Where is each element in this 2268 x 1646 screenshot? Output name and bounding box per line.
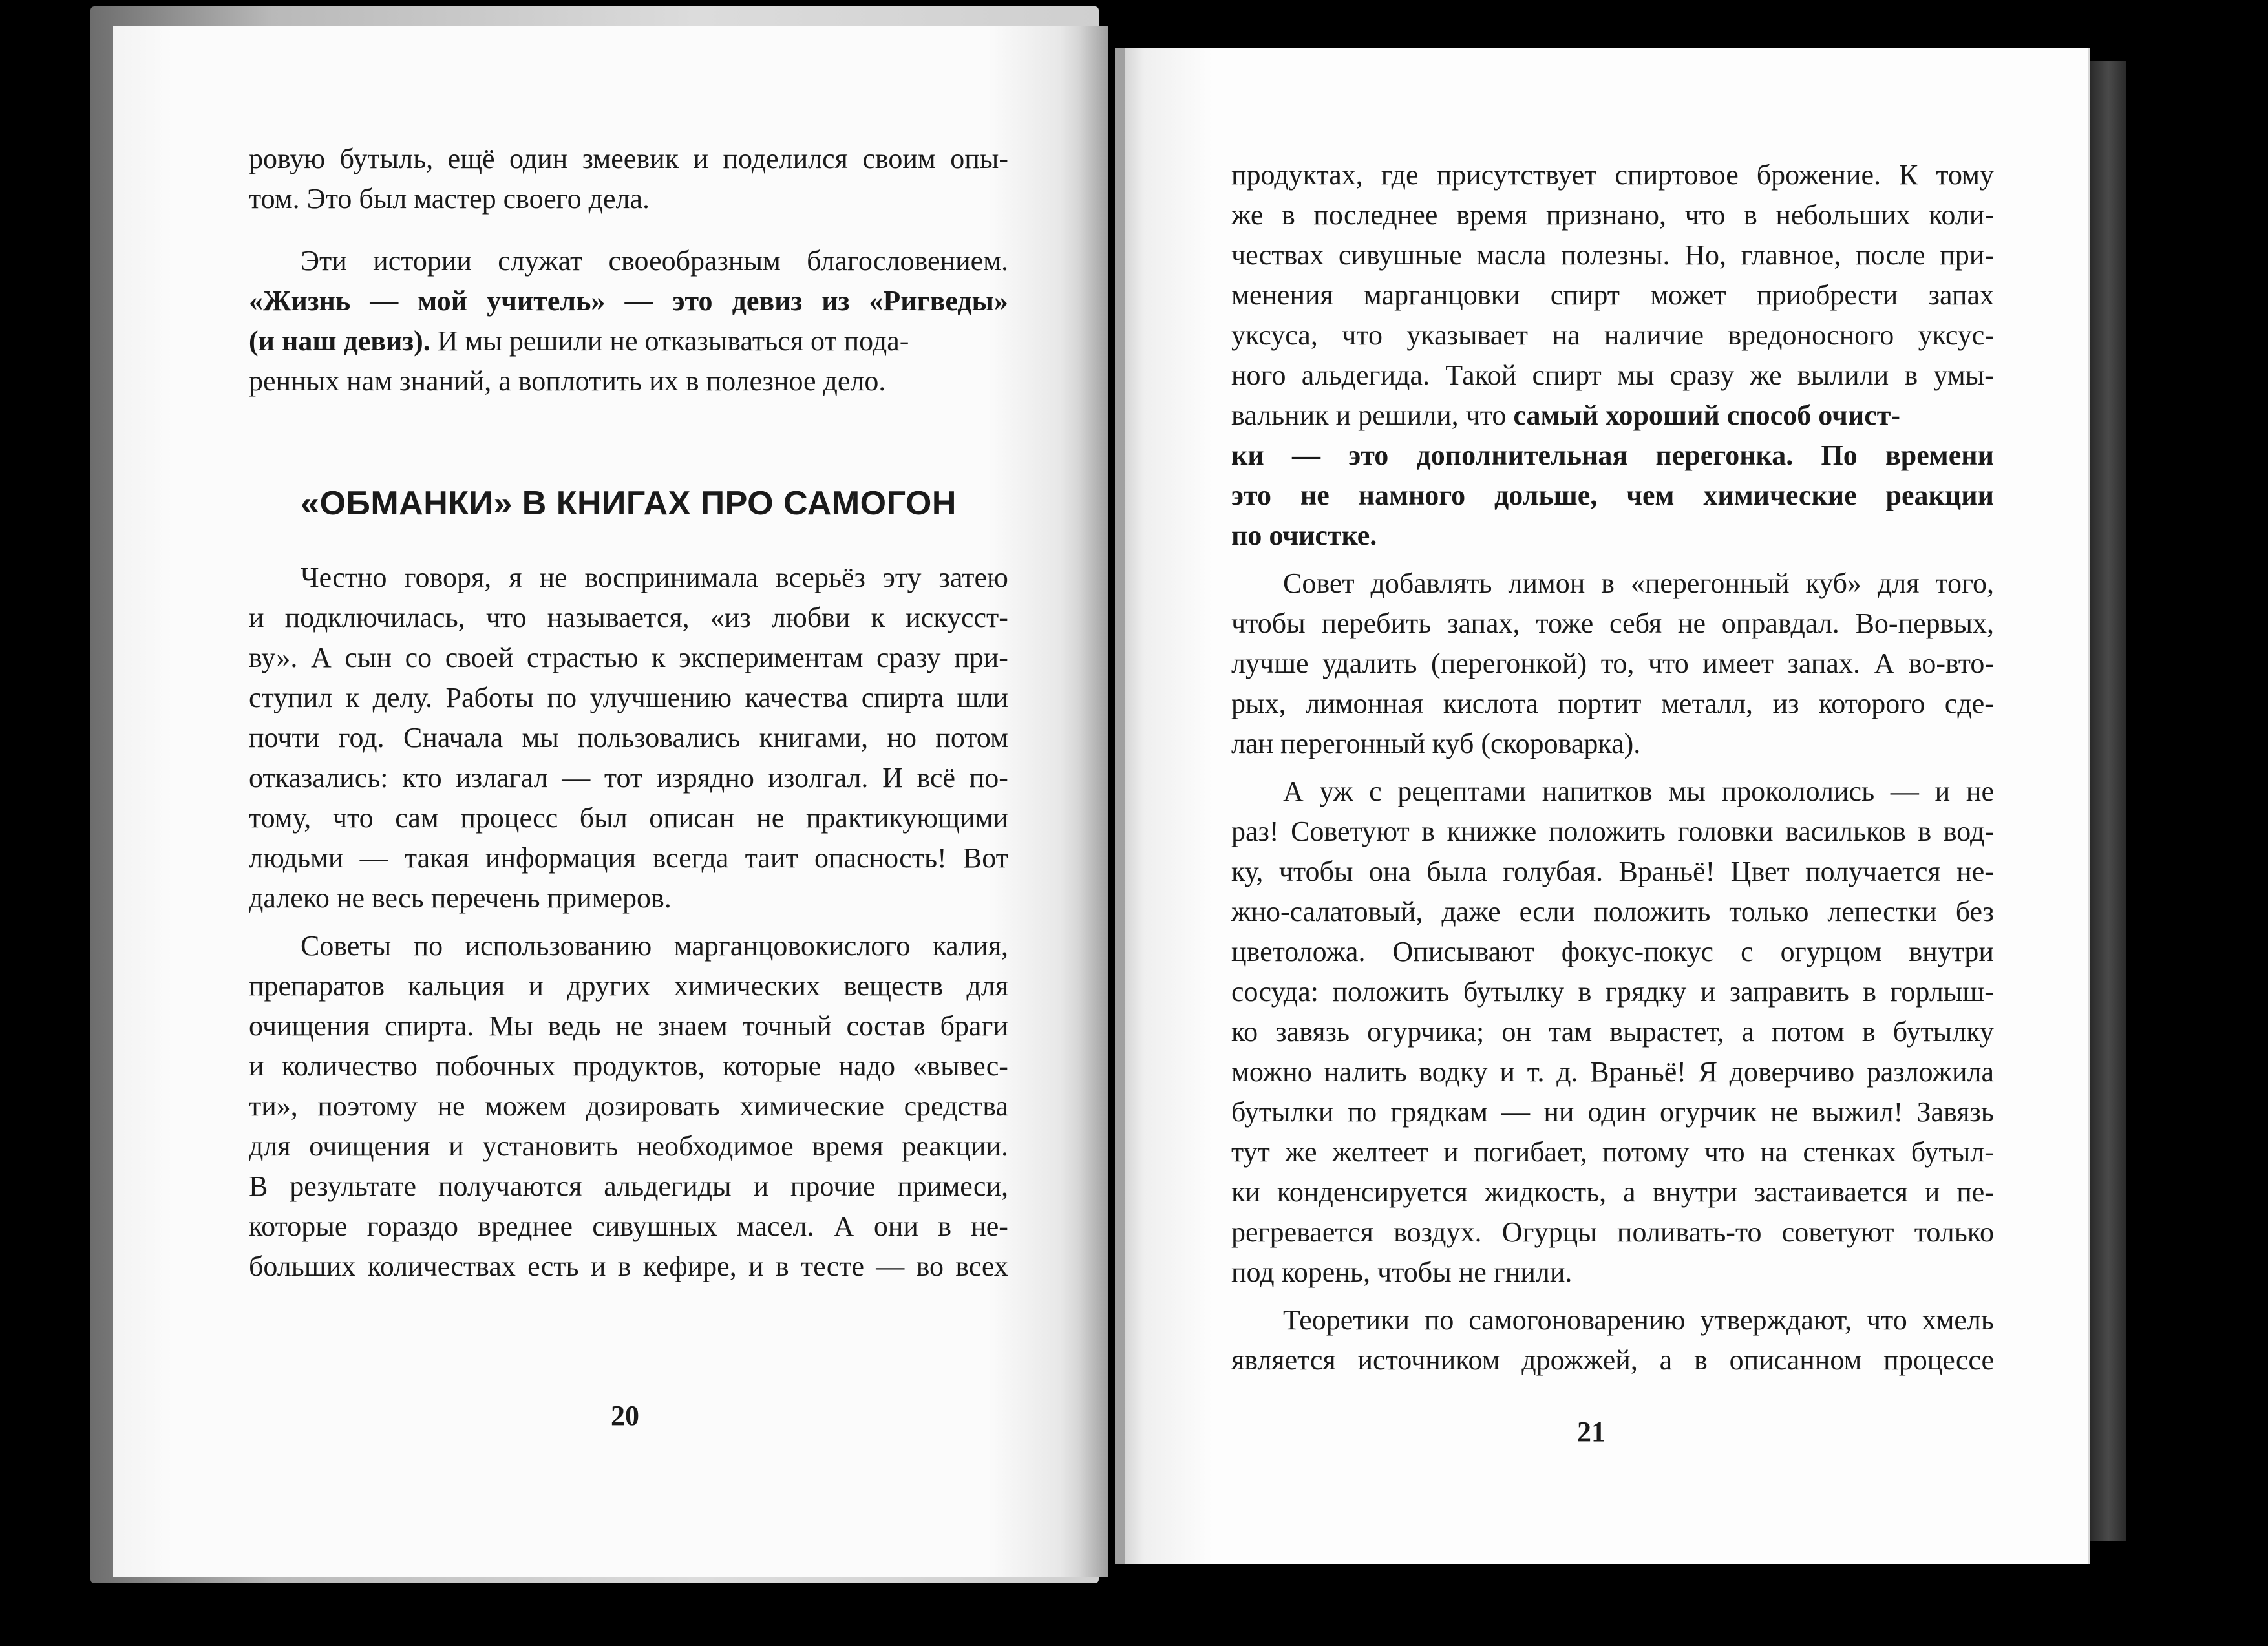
text-line: чествах сивушные масла полезны. Но, главное, после при- [1231,239,1994,271]
text-line [249,321,1008,361]
text-line-bold: «Жизнь — мой учитель» — это девиз из «Ригведы» [249,285,1008,317]
text-line: жно-салатовый, даже если положить только лепестки без [1231,896,1994,927]
text-line: ку, чтобы она была голубая. Враньё! Цвет получается не- [1231,856,1994,887]
text-line: В результате получаются альдегиды и прочие примеси, [249,1170,1008,1202]
paragraph [1231,772,1994,1293]
text-line: Эти истории служат своеобразным благословением. [301,245,1008,277]
text-line: людьми — такая информация всегда таит опасность! Вот [249,842,1008,874]
text-line: очищения спирта. Мы ведь не знаем точный состав браги [249,1010,1008,1042]
text-line: ровую бутыль, ещё один змеевик и поделился своим опы- [249,143,1008,174]
text-line: Советы по использованию марганцовокислого калия, [301,930,1008,962]
text-line: отказались: кто излагал — тот изрядно изолгал. И всё по- [249,762,1008,794]
text-line: продуктах, где присутствует спиртовое брожение. К тому [1231,159,1994,191]
text-line: сосуда: положить бутылку в грядку и заправить в горлыш- [1231,976,1994,1008]
text-line: ного альдегида. Такой спирт мы сразу же вылили в умы- [1231,359,1994,391]
text-line: далеко не весь перечень примеров. [249,882,672,914]
text-line: почти год. Сначала мы пользовались книгами, но потом [249,722,1008,754]
section-heading: «ОБМАНКИ» В КНИГАХ ПРО САМОГОН [301,485,957,522]
text-line: тому, что сам процесс был описан не практикующими [249,802,1008,834]
left-page-text [249,139,1008,1294]
page-number-right: 21 [1577,1416,1606,1448]
text-line: тут же желтеет и погибает, потому что на стенках бутыл- [1231,1136,1994,1168]
spine-shadow [1060,26,1125,1577]
text-line: ки конденсируется жидкость, а внутри застаивается и пе- [1231,1176,1994,1208]
text-line: Совет добавлять лимон в «перегонный куб» для того, [1283,567,1994,599]
text-line: ступил к делу. Работы по улучшению качества спирта шли [249,682,1008,713]
page-number-left: 20 [611,1400,639,1431]
text-line: лучше удалить (перегонкой) то, что имеет запах. А во-вто- [1231,648,1994,679]
text-line: лан перегонный куб (скороварка). [1231,728,1641,759]
text-line: которые гораздо вреднее сивушных масел. А они в не- [249,1210,1008,1242]
text-line: рых, лимонная кислота портит металл, из которого сде- [1231,688,1994,719]
text-line: чтобы перебить запах, тоже себя не оправдал. Во-первых, [1231,607,1994,639]
text-line-bold: это не намного дольше, чем химические реакции [1231,480,1994,511]
text-line-bold: ки — это дополнительная перегонка. По времени [1231,439,1994,471]
bold-phrase: самый хороший способ очист- [1513,399,1901,431]
text-line: Честно говоря, я не воспринимала всерьёз эту затею [301,562,1008,593]
text-line: препаратов кальция и других химических веществ для [249,970,1008,1002]
text-line: под корень, чтобы не гнили. [1231,1256,1573,1288]
paragraph [249,241,1008,401]
paragraph [249,558,1008,918]
paragraph [1231,155,1994,556]
text-line: ву». А сын со своей страстью к экспериментам сразу при- [249,642,1008,673]
text-line: ко завязь огурчика; он там вырастет, а потом в бутылку [1231,1016,1994,1048]
text-line: является источником дрожжей, а в описанном процессе [1231,1344,1994,1376]
text-line: ренных нам знаний, а воплотить их в полезное дело. [249,365,886,397]
paragraph [1231,1300,1994,1380]
right-page-text [1231,155,1994,1388]
text-line: и подключилась, что называется, «из любви к искусст- [249,602,1008,633]
text-line: больших количествах есть и в кефире, и в тесте — во всех [249,1250,1008,1282]
text-line: уксуса, что указывает на наличие вредоносного уксус- [1231,319,1994,351]
text-line: же в последнее время признано, что в небольших коли- [1231,199,1994,231]
bold-phrase: (и наш девиз). [249,325,430,357]
paragraph [249,926,1008,1287]
paragraph [1231,564,1994,764]
text-line: А уж с рецептами напитков мы прокололись — и не [1283,776,1994,807]
text-span: И мы решили не отказываться от пода- [430,325,909,357]
text-line: менения марганцовки спирт может приобрести запах [1231,279,1994,311]
text-line: можно налить водку и т. д. Враньё! Я доверчиво разложила [1231,1056,1994,1088]
paragraph [249,139,1008,219]
text-span: вальник и решили, что [1231,399,1514,431]
text-line: раз! Советуют в книжке положить головки васильков в вод- [1231,816,1994,847]
text-line: цветоложа. Описывают фокус-покус с огурцом внутри [1231,936,1994,967]
text-line-bold: по очистке. [1231,520,1377,551]
text-line: том. Это был мастер своего дела. [249,183,650,215]
text-line: регревается воздух. Огурцы поливать-то советуют только [1231,1216,1994,1248]
text-line: и количество побочных продуктов, которые надо «вывес- [249,1050,1008,1082]
text-line: для очищения и установить необходимое время реакции. [249,1130,1008,1162]
text-line [1231,396,1994,436]
text-line: бутылки по грядкам — ни один огурчик не выжил! Завязь [1231,1096,1994,1128]
text-line: ти», поэтому не можем дозировать химические средства [249,1090,1008,1122]
text-line: Теоретики по самогоноварению утверждают, что хмель [1283,1304,1994,1336]
